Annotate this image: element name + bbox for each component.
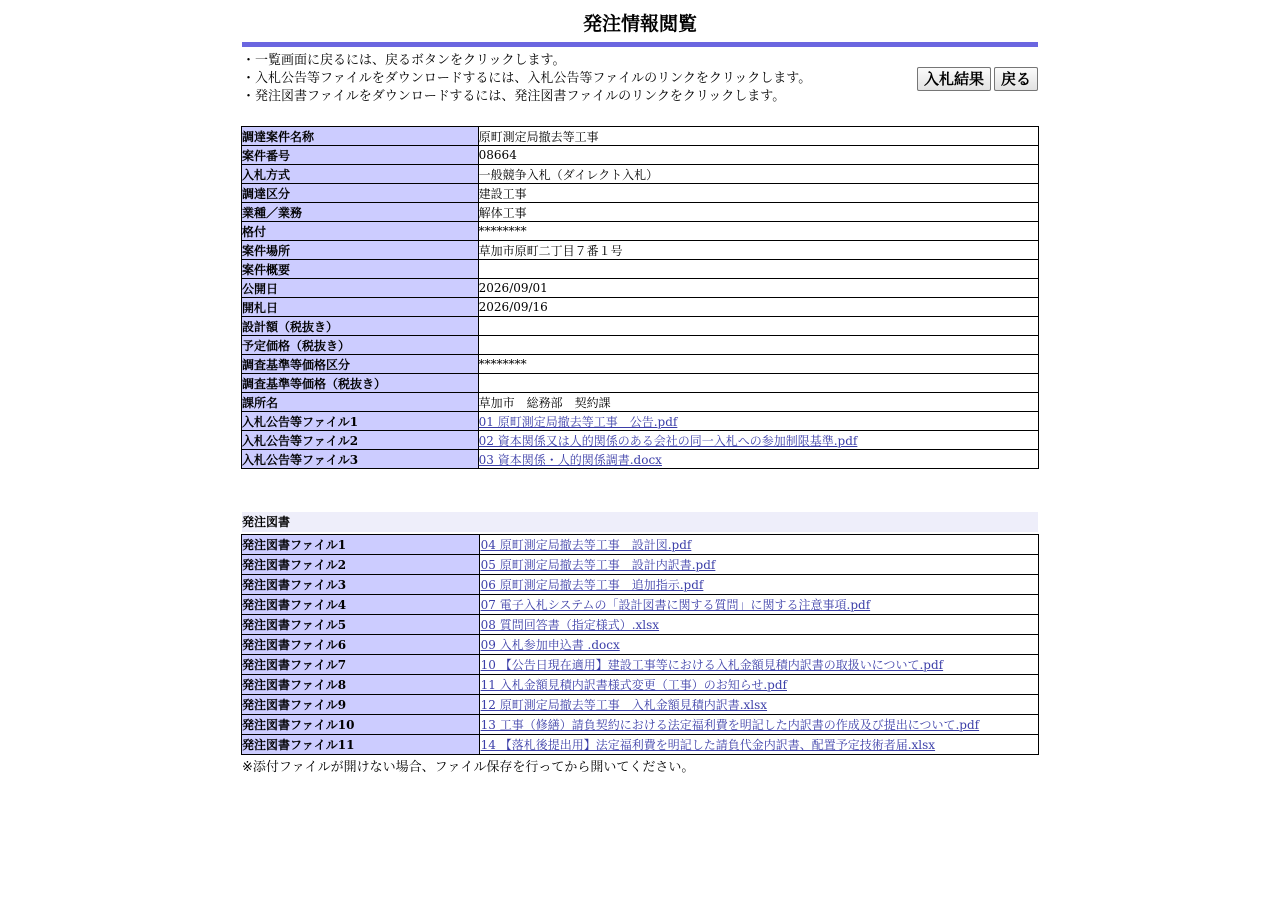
row-label: 課所名	[242, 393, 479, 412]
file-link[interactable]: 08 質問回答書（指定様式）.xlsx	[480, 618, 660, 632]
row-label: 入札公告等ファイル1	[242, 412, 479, 431]
row-label: 発注図書ファイル3	[242, 575, 480, 595]
instruction-line: ・発注図書ファイルをダウンロードするには、発注図書ファイルのリンクをクリックします。	[242, 89, 786, 104]
file-link[interactable]: 09 入札参加申込書 .docx	[480, 638, 620, 652]
row-value: 草加市 総務部 契約課	[478, 393, 1038, 412]
table-row	[242, 655, 1039, 675]
instruction-line: ・一覧画面に戻るには、戻るボタンをクリックします。	[242, 53, 566, 68]
file-link[interactable]: 14 【落札後提出用】法定福利費を明記した請負代金内訳書、配置予定技術者届.xlsx	[480, 738, 936, 752]
row-label: 発注図書ファイル6	[242, 635, 480, 655]
title-divider	[242, 42, 1038, 47]
row-label: 案件番号	[242, 146, 479, 165]
row-label: 入札公告等ファイル2	[242, 431, 479, 450]
row-label: 公開日	[242, 279, 479, 298]
row-value	[478, 260, 1038, 279]
row-label: 発注図書ファイル1	[242, 535, 480, 555]
table-row	[242, 735, 1039, 755]
row-label: 発注図書ファイル8	[242, 675, 480, 695]
file-link[interactable]: 02 資本関係又は人的関係のある会社の同一入札への参加制限基準.pdf	[478, 433, 858, 448]
row-value	[479, 675, 1038, 695]
table-row	[242, 184, 1039, 203]
row-label: 調査基準等価格（税抜き）	[242, 374, 479, 393]
table-row	[242, 355, 1039, 374]
row-label: 予定価格（税抜き）	[242, 336, 479, 355]
row-value: 草加市原町二丁目７番１号	[478, 241, 1038, 260]
file-link[interactable]: 04 原町測定局撤去等工事 設計図.pdf	[480, 538, 692, 552]
table-row	[242, 241, 1039, 260]
file-link[interactable]: 06 原町測定局撤去等工事 追加指示.pdf	[480, 578, 704, 592]
row-label: 発注図書ファイル11	[242, 735, 480, 755]
back-button[interactable]: 戻る	[994, 67, 1038, 91]
row-value	[479, 735, 1038, 755]
row-value: ********	[478, 355, 1038, 374]
row-value: 原町測定局撤去等工事	[478, 127, 1038, 146]
row-value: 建設工事	[478, 184, 1038, 203]
file-link[interactable]: 10 【公告日現在適用】建設工事等における入札金額見積内訳書の取扱いについて.pdf	[480, 658, 944, 672]
table-row	[242, 260, 1039, 279]
row-label: 調達区分	[242, 184, 479, 203]
row-value	[478, 317, 1038, 336]
table-row	[242, 431, 1039, 450]
row-label: 設計額（税抜き）	[242, 317, 479, 336]
row-value	[478, 374, 1038, 393]
file-link[interactable]: 13 工事（修繕）請負契約における法定福利費を明記した内訳書の作成及び提出について.pdf	[480, 718, 980, 732]
page-title: 発注情報閲覧	[582, 13, 697, 35]
row-value	[479, 575, 1038, 595]
file-link[interactable]: 03 資本関係・人的関係調書.docx	[478, 452, 662, 467]
table-row	[242, 165, 1039, 184]
row-value: 2026/09/16	[478, 298, 1038, 317]
row-label: 入札方式	[242, 165, 479, 184]
row-label: 入札公告等ファイル3	[242, 450, 479, 469]
row-value	[479, 655, 1038, 675]
row-value: 2026/09/01	[478, 279, 1038, 298]
row-value	[479, 695, 1038, 715]
row-label: 調査基準等価格区分	[242, 355, 479, 374]
table-row	[242, 595, 1039, 615]
table-row	[242, 615, 1039, 635]
instruction-line: ・入札公告等ファイルをダウンロードするには、入札公告等ファイルのリンクをクリックします。	[242, 71, 812, 86]
file-link[interactable]: 01 原町測定局撤去等工事 公告.pdf	[478, 414, 678, 429]
table-row	[242, 675, 1039, 695]
row-label: 発注図書ファイル9	[242, 695, 480, 715]
footnote: ※添付ファイルが開けない場合、ファイル保存を行ってから開いてください。	[242, 760, 695, 775]
table-row	[242, 575, 1039, 595]
table-row	[242, 127, 1039, 146]
row-label: 発注図書ファイル5	[242, 615, 480, 635]
row-label: 格付	[242, 222, 479, 241]
table-row	[242, 298, 1039, 317]
file-link[interactable]: 12 原町測定局撤去等工事 入札金額見積内訳書.xlsx	[480, 698, 768, 712]
row-value	[478, 450, 1038, 469]
row-value	[479, 615, 1038, 635]
row-label: 案件概要	[242, 260, 479, 279]
table-row	[242, 412, 1039, 431]
table-row	[242, 555, 1039, 575]
instructions	[242, 52, 902, 106]
table-row	[242, 279, 1039, 298]
table-row	[242, 695, 1039, 715]
table-row	[242, 374, 1039, 393]
row-label: 開札日	[242, 298, 479, 317]
row-value: 解体工事	[478, 203, 1038, 222]
row-label: 発注図書ファイル10	[242, 715, 480, 735]
table-row	[242, 317, 1039, 336]
table-row	[242, 393, 1039, 412]
row-label: 発注図書ファイル2	[242, 555, 480, 575]
drawings-table	[241, 534, 1039, 755]
table-row	[242, 715, 1039, 735]
row-value	[479, 635, 1038, 655]
row-value: ********	[478, 222, 1038, 241]
row-label: 業種／業務	[242, 203, 479, 222]
table-row	[242, 450, 1039, 469]
row-value	[479, 535, 1038, 555]
table-row	[242, 336, 1039, 355]
row-label: 発注図書ファイル7	[242, 655, 480, 675]
table-row	[242, 146, 1039, 165]
button-group	[917, 67, 1038, 91]
row-value	[478, 431, 1038, 450]
table-row	[242, 222, 1039, 241]
bid-result-button[interactable]: 入札結果	[917, 67, 991, 91]
row-value: 一般競争入札（ダイレクト入札）	[478, 165, 1038, 184]
table-row	[242, 535, 1039, 555]
file-link[interactable]: 05 原町測定局撤去等工事 設計内訳書.pdf	[480, 558, 716, 572]
row-label: 案件場所	[242, 241, 479, 260]
table-row	[242, 203, 1039, 222]
case-info-table	[241, 126, 1039, 469]
row-label: 調達案件名称	[242, 127, 479, 146]
table-row	[242, 635, 1039, 655]
row-value	[479, 555, 1038, 575]
row-label: 発注図書ファイル4	[242, 595, 480, 615]
row-value	[478, 336, 1038, 355]
row-value	[479, 715, 1038, 735]
row-value	[479, 595, 1038, 615]
row-value	[478, 412, 1038, 431]
drawings-section-header: 発注図書	[242, 512, 1038, 532]
file-link[interactable]: 07 電子入札システムの「設計図書に関する質問」に関する注意事項.pdf	[480, 598, 871, 612]
file-link[interactable]: 11 入札金額見積内訳書様式変更（工事）のお知らせ.pdf	[480, 678, 787, 692]
row-value: 08664	[478, 146, 1038, 165]
